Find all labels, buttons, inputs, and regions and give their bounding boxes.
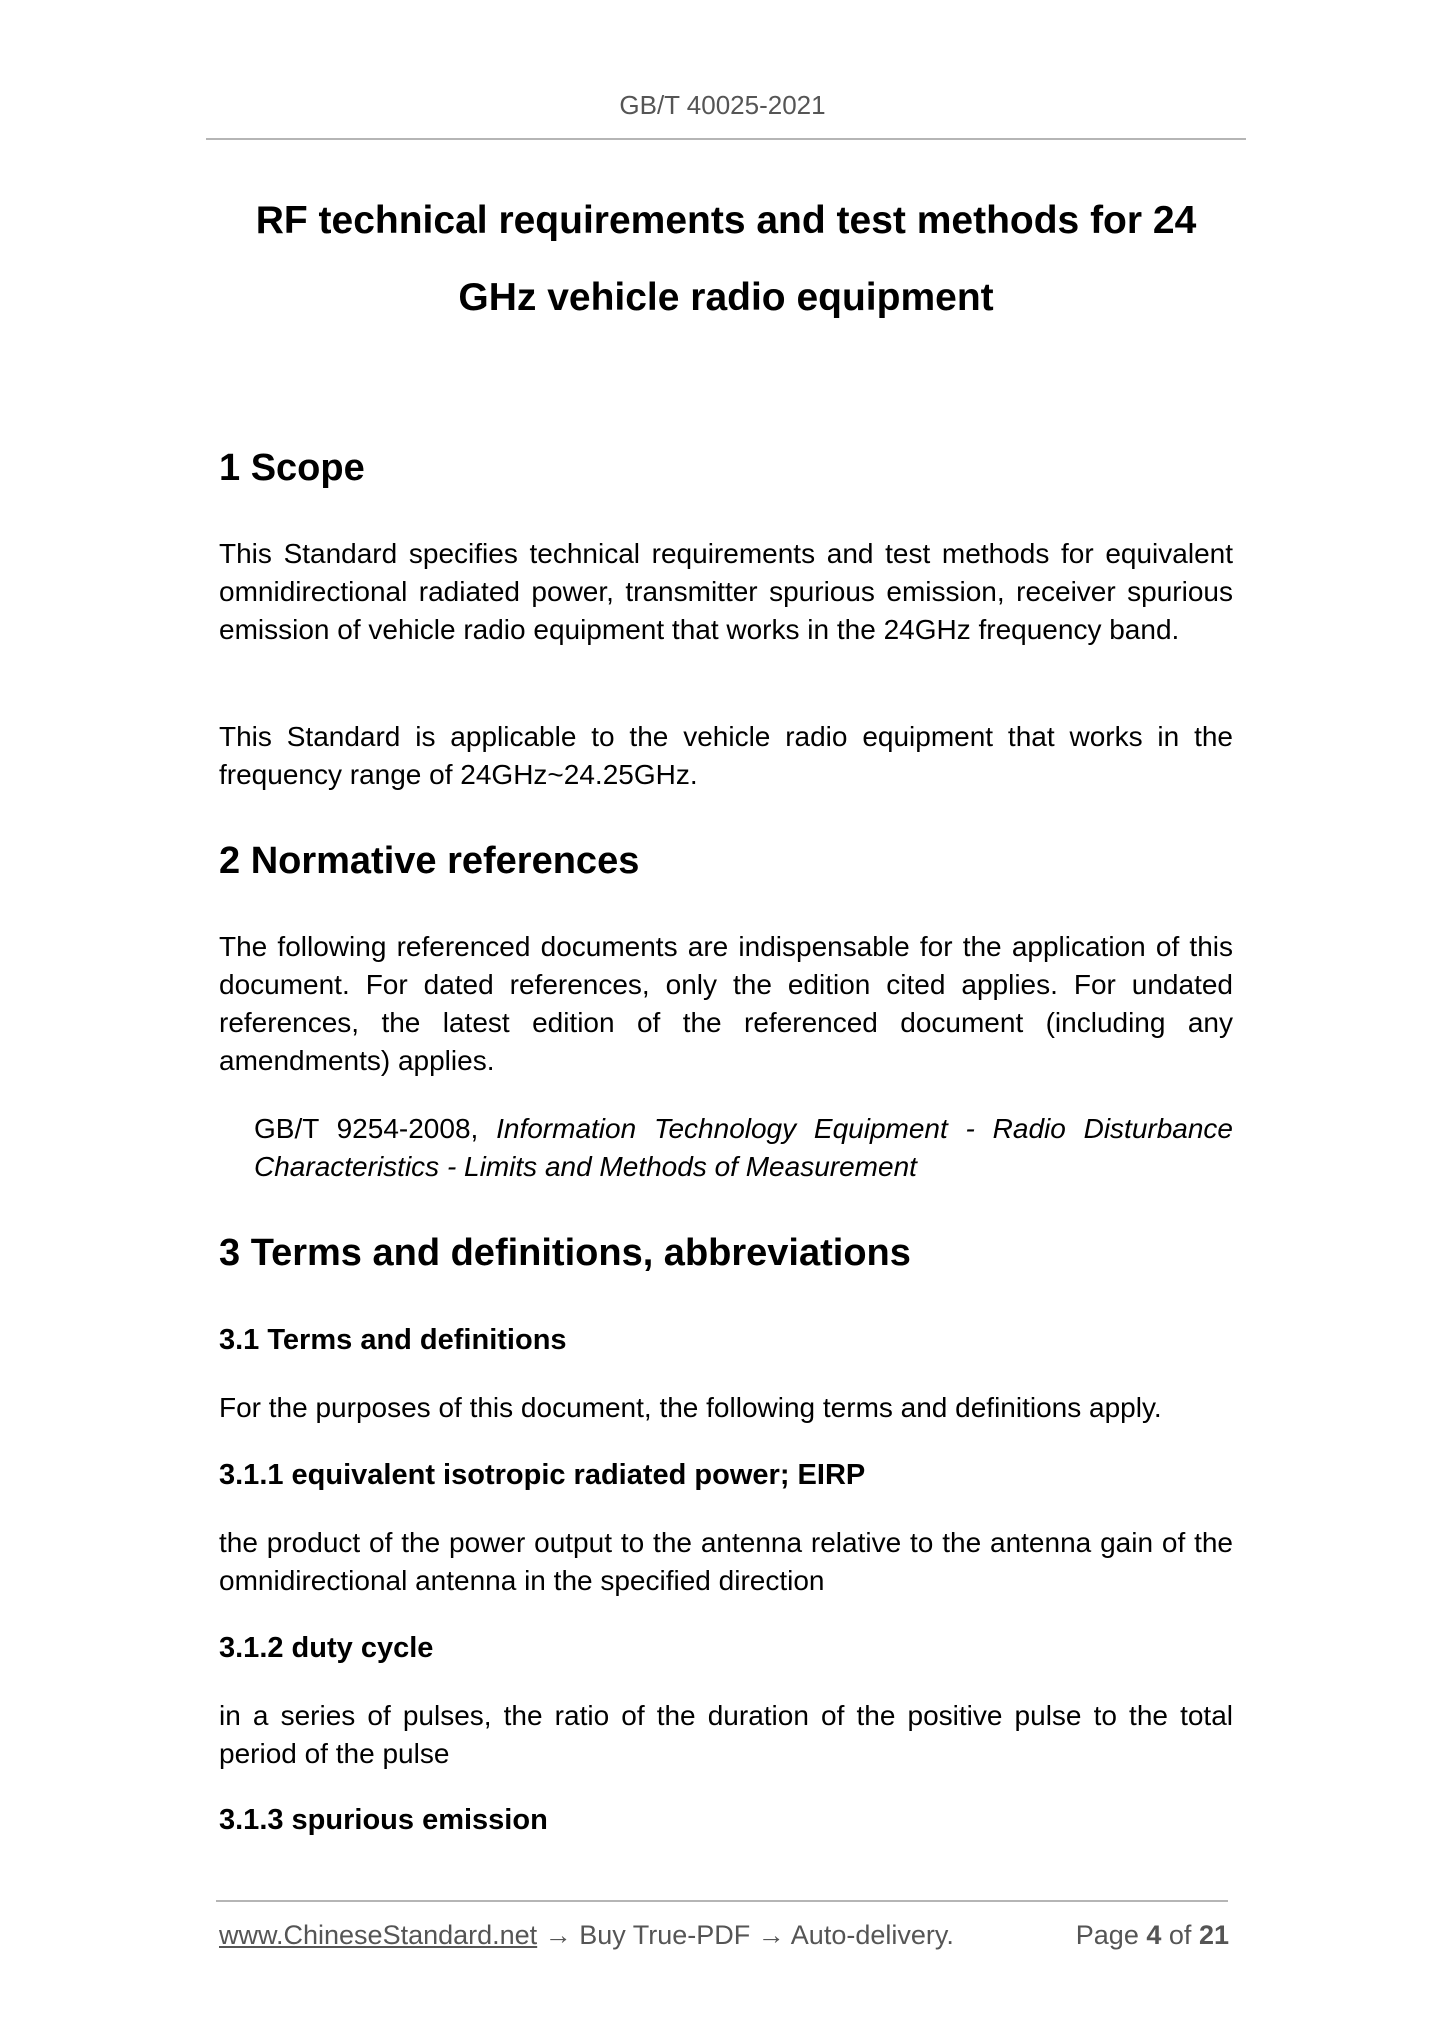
running-header-code: GB/T 40025-2021 [619, 90, 826, 120]
reference-entry [254, 1110, 1233, 1186]
reference-code: GB/T 9254-2008, [254, 1113, 479, 1144]
term-3-1-3-heading-wrap [219, 1802, 1233, 1838]
section-1-para-2-wrap [219, 718, 1233, 794]
page-total: 21 [1198, 1920, 1229, 1950]
subsection-3-1-heading-wrap [219, 1322, 1233, 1358]
term-3-1-3-heading: 3.1.3 spurious emission [219, 1804, 548, 1836]
section-3-heading-wrap [219, 1230, 1233, 1276]
header-divider [206, 138, 1246, 140]
page-current: 4 [1146, 1920, 1162, 1950]
term-3-1-2-heading-wrap [219, 1630, 1233, 1666]
section-1-para-1-wrap [219, 535, 1233, 649]
subsection-3-1-heading: 3.1 Terms and definitions [219, 1324, 567, 1356]
term-3-1-2-definition: in a series of pulses, the ratio of the duration of the positive pulse to the total period of the pulse [219, 1700, 1233, 1769]
footer-left [219, 1920, 954, 1951]
section-2-heading-wrap [219, 838, 1233, 884]
document-title-line-2: GHz vehicle radio equipment [458, 276, 994, 319]
footer-delivery-text: Auto-delivery. [790, 1920, 954, 1950]
term-3-1-1-text-wrap [219, 1524, 1233, 1600]
page-label: Page [1075, 1920, 1139, 1950]
footer-buy-text: Buy True-PDF [579, 1920, 751, 1950]
arrow-right-icon: → [544, 1920, 572, 1950]
page-of-label: of [1168, 1920, 1192, 1950]
section-3-heading: 3 Terms and definitions, abbreviations [219, 1232, 911, 1274]
section-2-heading: 2 Normative references [219, 840, 640, 882]
section-2-para-1-wrap [219, 928, 1233, 1080]
section-1-heading-wrap [219, 445, 1233, 491]
section-1-paragraph-1: This Standard specifies technical requirements and test methods for equivalent omnidirectional radiated power, transmitter spurious emission, receiver spurious emission of vehicle radio equipment that works in the 24GHz frequency band. [219, 538, 1233, 645]
section-2-paragraph-1: The following referenced documents are indispensable for the application of this document. For dated references, only the edition cited applies. For undated references, the latest edition of the referenced document (including any amendments) applies. [219, 931, 1233, 1076]
page-footer [219, 1920, 1229, 1951]
subsection-3-1-text-wrap [219, 1389, 1233, 1427]
term-3-1-2-text-wrap [219, 1697, 1233, 1773]
term-3-1-1-heading: 3.1.1 equivalent isotropic radiated power; EIRP [219, 1459, 866, 1491]
section-1-paragraph-2: This Standard is applicable to the vehicle radio equipment that works in the frequency range of 24GHz~24.25GHz. [219, 721, 1233, 790]
term-3-1-1-definition: the product of the power output to the antenna relative to the antenna gain of the omnidirectional antenna in the specified direction [219, 1527, 1233, 1596]
section-1-heading: 1 Scope [219, 447, 365, 489]
reference-entry-wrap [219, 1110, 1233, 1186]
document-title [206, 182, 1246, 336]
term-3-1-2-heading: 3.1.2 duty cycle [219, 1632, 434, 1664]
subsection-3-1-text: For the purposes of this document, the following terms and definitions apply. [219, 1392, 1162, 1423]
arrow-right-icon: → [757, 1920, 785, 1950]
footer-divider [216, 1900, 1228, 1902]
chinesestandard-link[interactable]: www.ChineseStandard.net [219, 1920, 538, 1950]
document-title-line-1: RF technical requirements and test methods for 24 [255, 199, 1197, 242]
term-3-1-1-heading-wrap [219, 1457, 1233, 1493]
reference-title: Information Technology Equipment - Radio Disturbance Characteristics - Limits and Methods of Measurement [254, 1113, 1234, 1182]
page-counter [1076, 1920, 1229, 1951]
